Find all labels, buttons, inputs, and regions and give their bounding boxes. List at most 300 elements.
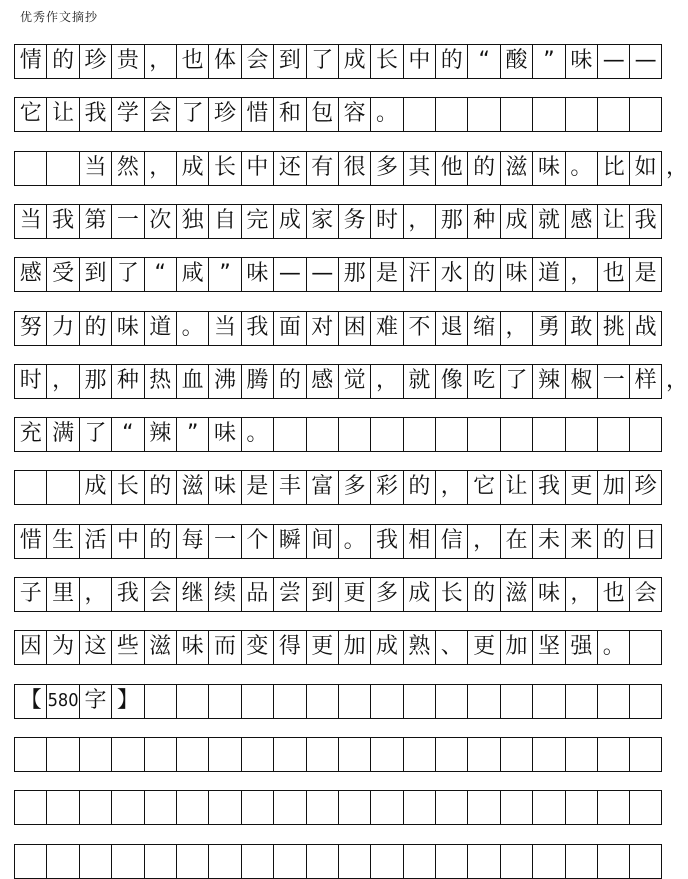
grid-row — [14, 684, 662, 718]
grid-cell: 惜 — [14, 524, 46, 558]
grid-cell: 其 — [403, 151, 435, 185]
grid-cell: 当 — [79, 151, 111, 185]
grid-cell — [273, 844, 305, 878]
grid-cell: 字 — [79, 684, 111, 718]
overflow-punctuation: ， — [666, 367, 688, 393]
grid-cell: 敢 — [565, 311, 597, 345]
grid-cell — [79, 790, 111, 824]
grid-row — [14, 630, 662, 664]
grid-cell: 然 — [111, 151, 143, 185]
grid-cell — [597, 684, 629, 718]
grid-cell — [370, 844, 402, 878]
grid-cell: 中 — [241, 151, 273, 185]
grid-cell — [338, 417, 370, 451]
grid-cell — [500, 684, 532, 718]
grid-line — [14, 824, 662, 825]
grid-cell: 到 — [79, 257, 111, 291]
grid-row — [14, 470, 662, 504]
grid-cell: 中 — [403, 44, 435, 78]
grid-cell: 和 — [273, 97, 305, 131]
grid-cell: 道 — [144, 311, 176, 345]
grid-cell — [403, 97, 435, 131]
grid-cell: 它 — [467, 470, 499, 504]
grid-cell — [467, 737, 499, 771]
grid-cell: 受 — [46, 257, 78, 291]
grid-cell: 到 — [273, 44, 305, 78]
grid-cell: 味 — [500, 257, 532, 291]
grid-cell: 而 — [208, 630, 240, 664]
grid-cell: 一 — [597, 364, 629, 398]
grid-cell: 每 — [176, 524, 208, 558]
grid-cell: 得 — [273, 630, 305, 664]
grid-cell: ， — [565, 577, 597, 611]
grid-cell — [241, 684, 273, 718]
grid-cell: 多 — [370, 577, 402, 611]
grid-cell: 比 — [597, 151, 629, 185]
grid-cell: 里 — [46, 577, 78, 611]
grid-cell — [500, 417, 532, 451]
grid-cell: 挑 — [597, 311, 629, 345]
grid-cell — [370, 737, 402, 771]
grid-cell: 了 — [500, 364, 532, 398]
grid-cell: 当 — [14, 204, 46, 238]
grid-cell: 富 — [306, 470, 338, 504]
grid-cell: 家 — [306, 204, 338, 238]
grid-cell — [176, 790, 208, 824]
grid-cell: 的 — [144, 470, 176, 504]
grid-cell: 我 — [532, 470, 564, 504]
grid-cell: 。 — [370, 97, 402, 131]
grid-cell — [273, 684, 305, 718]
grid-cell: 个 — [241, 524, 273, 558]
grid-line — [14, 345, 662, 346]
grid-cell: “ — [467, 44, 499, 78]
grid-cell: 熟 — [403, 630, 435, 664]
grid-cell — [565, 417, 597, 451]
grid-cell: 。 — [338, 524, 370, 558]
grid-row — [14, 844, 662, 878]
grid-cell: 那 — [338, 257, 370, 291]
grid-cell: 彩 — [370, 470, 402, 504]
grid-cell — [46, 151, 78, 185]
grid-cell: 加 — [597, 470, 629, 504]
grid-cell — [338, 844, 370, 878]
grid-cell: 务 — [338, 204, 370, 238]
grid-cell: 因 — [14, 630, 46, 664]
grid-cell — [435, 790, 467, 824]
grid-cell: ， — [435, 470, 467, 504]
grid-cell: 子 — [14, 577, 46, 611]
grid-cell: 成 — [79, 470, 111, 504]
grid-cell: 续 — [208, 577, 240, 611]
grid-cell — [306, 737, 338, 771]
grid-cell — [144, 684, 176, 718]
grid-cell: 惜 — [241, 97, 273, 131]
grid-cell: 种 — [111, 364, 143, 398]
grid-cell: 中 — [111, 524, 143, 558]
grid-cell: 咸 — [176, 257, 208, 291]
grid-cell: 了 — [79, 417, 111, 451]
grid-cell — [500, 790, 532, 824]
grid-line — [14, 451, 662, 452]
grid-cell: 成 — [338, 44, 370, 78]
grid-cell: 的 — [403, 470, 435, 504]
grid-cell: 味 — [241, 257, 273, 291]
grid-cell — [46, 470, 78, 504]
grid-cell — [597, 844, 629, 878]
grid-cell: 有 — [306, 151, 338, 185]
grid-line — [14, 78, 662, 79]
grid-row — [14, 204, 662, 238]
grid-line — [14, 398, 662, 399]
grid-cell: 味 — [532, 577, 564, 611]
grid-cell — [629, 417, 661, 451]
grid-cell: 了 — [176, 97, 208, 131]
grid-cell — [306, 790, 338, 824]
grid-cell: 成 — [403, 577, 435, 611]
grid-cell: 变 — [241, 630, 273, 664]
grid-cell — [467, 684, 499, 718]
grid-cell: 。 — [565, 151, 597, 185]
grid-cell — [144, 737, 176, 771]
grid-cell: 勇 — [532, 311, 564, 345]
grid-cell: 味 — [176, 630, 208, 664]
grid-cell — [208, 790, 240, 824]
grid-cell: 味 — [208, 417, 240, 451]
grid-cell — [241, 737, 273, 771]
grid-cell: 会 — [629, 577, 661, 611]
grid-cell — [532, 417, 564, 451]
grid-cell: 的 — [273, 364, 305, 398]
grid-cell: 未 — [532, 524, 564, 558]
grid-cell — [46, 737, 78, 771]
grid-cell: 道 — [532, 257, 564, 291]
grid-cell: 了 — [306, 44, 338, 78]
grid-cell — [565, 790, 597, 824]
grid-cell: 腾 — [241, 364, 273, 398]
grid-cell: 。 — [176, 311, 208, 345]
grid-cell — [144, 844, 176, 878]
grid-row — [14, 364, 662, 398]
grid-cell — [241, 844, 273, 878]
grid-cell — [532, 737, 564, 771]
grid-cell: 感 — [306, 364, 338, 398]
grid-cell: 难 — [370, 311, 402, 345]
grid-cell: — — [306, 257, 338, 291]
grid-cell: 会 — [144, 97, 176, 131]
grid-cell — [629, 737, 661, 771]
grid-cell: 信 — [435, 524, 467, 558]
grid-cell: 坚 — [532, 630, 564, 664]
grid-cell: 汗 — [403, 257, 435, 291]
grid-cell — [111, 844, 143, 878]
grid-cell — [597, 737, 629, 771]
grid-cell: 样 — [629, 364, 661, 398]
grid-cell: 我 — [111, 577, 143, 611]
grid-cell: 辣 — [532, 364, 564, 398]
grid-cell: 血 — [176, 364, 208, 398]
grid-cell: 活 — [79, 524, 111, 558]
grid-line — [14, 504, 662, 505]
grid-line — [14, 185, 662, 186]
grid-cell: 情 — [14, 44, 46, 78]
grid-cell: 退 — [435, 311, 467, 345]
grid-cell: 滋 — [176, 470, 208, 504]
grid-cell: ” — [532, 44, 564, 78]
grid-cell: 自 — [208, 204, 240, 238]
grid-cell — [46, 844, 78, 878]
grid-cell: 力 — [46, 311, 78, 345]
grid-row — [14, 151, 662, 185]
grid-cell — [46, 790, 78, 824]
grid-cell — [565, 737, 597, 771]
grid-cell: 来 — [565, 524, 597, 558]
grid-row — [14, 97, 662, 131]
grid-row — [14, 311, 662, 345]
grid-line — [14, 611, 662, 612]
grid-line — [14, 558, 662, 559]
grid-cell: 一 — [111, 204, 143, 238]
grid-cell — [629, 630, 661, 664]
grid-cell: 瞬 — [273, 524, 305, 558]
grid-cell: 多 — [338, 470, 370, 504]
grid-cell: 滋 — [144, 630, 176, 664]
grid-cell: 酸 — [500, 44, 532, 78]
grid-cell — [208, 844, 240, 878]
grid-row — [14, 257, 662, 291]
grid-cell: 辣 — [144, 417, 176, 451]
grid-cell: ， — [467, 524, 499, 558]
grid-cell: 是 — [241, 470, 273, 504]
grid-cell: 吃 — [467, 364, 499, 398]
grid-cell — [273, 417, 305, 451]
grid-cell: 的 — [144, 524, 176, 558]
grid-cell: ， — [79, 577, 111, 611]
grid-cell: 品 — [241, 577, 273, 611]
grid-line — [14, 131, 662, 132]
grid-cell: 水 — [435, 257, 467, 291]
grid-cell — [532, 844, 564, 878]
grid-cell — [14, 844, 46, 878]
grid-cell: 继 — [176, 577, 208, 611]
grid-cell: 。 — [597, 630, 629, 664]
grid-line — [14, 238, 662, 239]
grid-cell — [79, 737, 111, 771]
grid-cell: 成 — [370, 630, 402, 664]
grid-cell — [176, 684, 208, 718]
grid-cell — [597, 417, 629, 451]
grid-cell: 的 — [467, 577, 499, 611]
grid-line — [14, 664, 662, 665]
grid-cell: 成 — [273, 204, 305, 238]
grid-cell: 椒 — [565, 364, 597, 398]
grid-cell: 学 — [111, 97, 143, 131]
grid-cell: 】 — [111, 684, 143, 718]
grid-cell: ， — [500, 311, 532, 345]
grid-cell — [338, 684, 370, 718]
grid-cell — [467, 844, 499, 878]
grid-cell: — — [597, 44, 629, 78]
grid-cell — [565, 684, 597, 718]
grid-cell: 很 — [338, 151, 370, 185]
grid-cell: 第 — [79, 204, 111, 238]
grid-cell: 时 — [370, 204, 402, 238]
grid-cell: 那 — [435, 204, 467, 238]
grid-cell: 多 — [370, 151, 402, 185]
grid-cell — [111, 790, 143, 824]
grid-cell — [241, 790, 273, 824]
grid-cell: ” — [208, 257, 240, 291]
grid-cell: 成 — [500, 204, 532, 238]
grid-cell: 充 — [14, 417, 46, 451]
grid-cell: 缩 — [467, 311, 499, 345]
grid-cell — [208, 737, 240, 771]
grid-cell: 贵 — [111, 44, 143, 78]
grid-cell — [176, 737, 208, 771]
grid-cell: 会 — [241, 44, 273, 78]
grid-cell: 体 — [208, 44, 240, 78]
grid-cell: 长 — [111, 470, 143, 504]
grid-line — [14, 878, 662, 879]
grid-cell — [467, 97, 499, 131]
grid-cell: 更 — [338, 577, 370, 611]
grid-cell: 对 — [306, 311, 338, 345]
grid-row — [14, 577, 662, 611]
grid-cell — [403, 684, 435, 718]
grid-cell: 感 — [565, 204, 597, 238]
grid-cell: 在 — [500, 524, 532, 558]
grid-cell: 也 — [597, 257, 629, 291]
grid-cell: 长 — [370, 44, 402, 78]
grid-line — [14, 291, 662, 292]
grid-cell: 一 — [208, 524, 240, 558]
grid-cell — [435, 844, 467, 878]
grid-cell — [467, 790, 499, 824]
grid-cell: ” — [176, 417, 208, 451]
grid-row — [14, 44, 662, 78]
grid-row — [14, 524, 662, 558]
grid-cell — [306, 844, 338, 878]
grid-cell — [597, 97, 629, 131]
grid-cell — [144, 790, 176, 824]
grid-cell: 困 — [338, 311, 370, 345]
grid-line — [14, 771, 662, 772]
grid-row — [14, 790, 662, 824]
grid-cell: 丰 — [273, 470, 305, 504]
grid-cell — [629, 844, 661, 878]
grid-cell: 包 — [306, 97, 338, 131]
grid-cell: 珍 — [79, 44, 111, 78]
grid-cell: 像 — [435, 364, 467, 398]
grid-cell: “ — [111, 417, 143, 451]
grid-cell: 间 — [306, 524, 338, 558]
grid-cell — [597, 790, 629, 824]
grid-cell — [435, 684, 467, 718]
grid-cell: 的 — [46, 44, 78, 78]
grid-cell: 加 — [500, 630, 532, 664]
grid-cell: — — [629, 44, 661, 78]
grid-cell: 的 — [79, 311, 111, 345]
grid-cell: 战 — [629, 311, 661, 345]
grid-cell: 生 — [46, 524, 78, 558]
grid-cell: 是 — [370, 257, 402, 291]
grid-cell: 。 — [241, 417, 273, 451]
grid-cell — [273, 737, 305, 771]
grid-cell: 味 — [208, 470, 240, 504]
grid-cell — [500, 737, 532, 771]
grid-cell — [500, 97, 532, 131]
grid-cell — [532, 684, 564, 718]
grid-cell: 日 — [629, 524, 661, 558]
grid-cell: ， — [565, 257, 597, 291]
grid-cell: 我 — [46, 204, 78, 238]
grid-cell — [403, 790, 435, 824]
grid-cell: 的 — [467, 257, 499, 291]
grid-cell — [435, 737, 467, 771]
grid-cell: 些 — [111, 630, 143, 664]
grid-cell: 独 — [176, 204, 208, 238]
grid-line — [14, 718, 662, 719]
grid-cell — [370, 684, 402, 718]
grid-cell: 他 — [435, 151, 467, 185]
grid-cell: 了 — [111, 257, 143, 291]
grid-cell: 努 — [14, 311, 46, 345]
grid-cell — [14, 790, 46, 824]
grid-cell: 到 — [306, 577, 338, 611]
grid-cell: “ — [144, 257, 176, 291]
grid-cell: 尝 — [273, 577, 305, 611]
grid-cell: 也 — [176, 44, 208, 78]
grid-cell: 还 — [273, 151, 305, 185]
grid-cell — [435, 97, 467, 131]
grid-cell: 完 — [241, 204, 273, 238]
grid-cell: 长 — [435, 577, 467, 611]
grid-cell: 珍 — [629, 470, 661, 504]
grid-cell: 会 — [144, 577, 176, 611]
grid-cell: 种 — [467, 204, 499, 238]
grid-cell: 沸 — [208, 364, 240, 398]
grid-cell: 滋 — [500, 151, 532, 185]
grid-cell — [403, 844, 435, 878]
grid-cell: — — [273, 257, 305, 291]
grid-cell: ， — [403, 204, 435, 238]
grid-cell: 不 — [403, 311, 435, 345]
grid-cell — [273, 790, 305, 824]
grid-cell — [14, 737, 46, 771]
grid-cell: 滋 — [500, 577, 532, 611]
grid-cell: 我 — [79, 97, 111, 131]
grid-cell — [467, 417, 499, 451]
grid-cell: ， — [46, 364, 78, 398]
grid-cell: 珍 — [208, 97, 240, 131]
grid-cell: 次 — [144, 204, 176, 238]
grid-cell — [111, 737, 143, 771]
grid-cell: 味 — [565, 44, 597, 78]
grid-cell: 相 — [403, 524, 435, 558]
grid-cell: 的 — [597, 524, 629, 558]
grid-cell: 也 — [597, 577, 629, 611]
grid-cell: ， — [144, 151, 176, 185]
grid-cell: 【 — [14, 684, 46, 718]
grid-cell: 觉 — [338, 364, 370, 398]
grid-cell: 时 — [14, 364, 46, 398]
grid-cell: 感 — [14, 257, 46, 291]
grid-cell — [338, 790, 370, 824]
grid-cell — [629, 97, 661, 131]
grid-cell: 加 — [338, 630, 370, 664]
grid-cell — [14, 470, 46, 504]
grid-cell: 让 — [597, 204, 629, 238]
